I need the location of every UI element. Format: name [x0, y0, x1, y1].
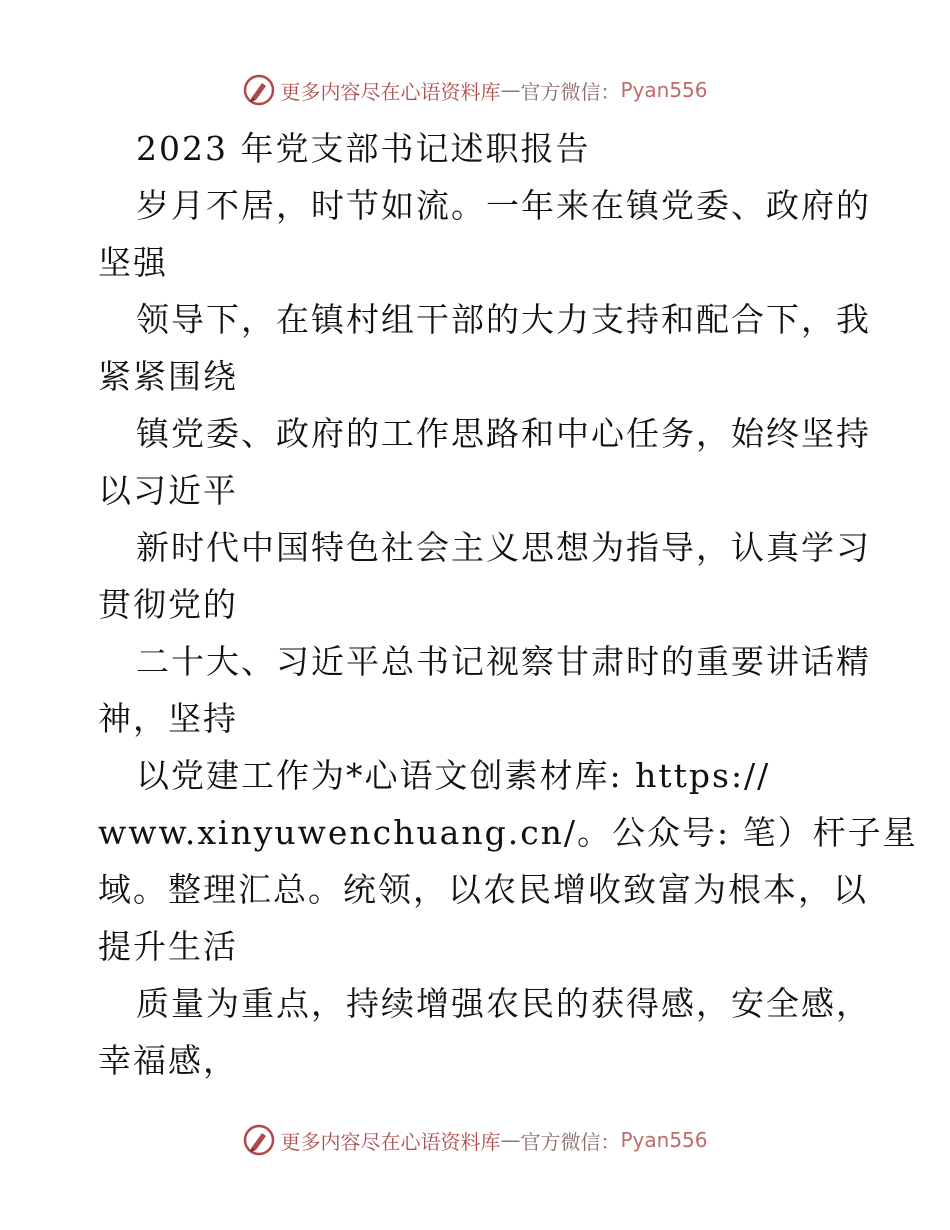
- paragraph-line: 质量为重点，持续增强农民的获得感，安全感，: [136, 984, 871, 1023]
- paragraph-line: 新时代中国特色社会主义思想为指导，认真学习: [136, 528, 871, 567]
- banner-separator: —: [500, 78, 521, 102]
- pen-logo-icon: [242, 73, 276, 107]
- paragraph-line: 贯彻党的: [98, 585, 238, 624]
- banner-wechat-label: 官方微信：: [520, 1129, 621, 1154]
- paragraph-line: 二十大、习近平总书记视察甘肃时的重要讲话精: [136, 642, 871, 681]
- pen-logo-icon: [242, 1123, 276, 1157]
- paragraph-line: 以党建工作为*心语文创素材库: https://: [136, 756, 771, 795]
- banner-slogan: 更多内容尽在心语资料库: [280, 79, 501, 104]
- paragraph-line: 神，坚持: [98, 699, 238, 738]
- document-body: [98, 120, 918, 1089]
- paragraph-line: 岁月不居，时节如流。一年来在镇党委、政府的: [136, 186, 871, 225]
- banner-wechat-label: 官方微信：: [520, 79, 621, 104]
- paragraph-line: 紧紧围绕: [98, 357, 238, 396]
- banner-wechat-id: Pyan556: [620, 1128, 708, 1152]
- header-banner: [0, 70, 950, 110]
- paragraph-line: 坚强: [98, 243, 168, 282]
- document-title: 2023 年党支部书记述职报告: [136, 129, 591, 168]
- paragraph-line: 幸福感，: [98, 1041, 238, 1080]
- paragraph-line: 镇党委、政府的工作思路和中心任务，始终坚持: [136, 414, 871, 453]
- paragraph-line: 以习近平: [98, 471, 238, 510]
- banner-slogan: 更多内容尽在心语资料库: [280, 1129, 501, 1154]
- paragraph-line: 提升生活: [98, 927, 238, 966]
- paragraph-line: 领导下，在镇村组干部的大力支持和配合下，我: [136, 300, 871, 339]
- footer-banner: [0, 1120, 950, 1160]
- banner-separator: —: [500, 1128, 521, 1152]
- banner-wechat-id: Pyan556: [620, 78, 708, 102]
- paragraph-line: 域。整理汇总。统领，以农民增收致富为根本，以: [98, 870, 868, 909]
- paragraph-line: www.xinyuwenchuang.cn/。公众号: 笔）杆子星: [98, 813, 918, 852]
